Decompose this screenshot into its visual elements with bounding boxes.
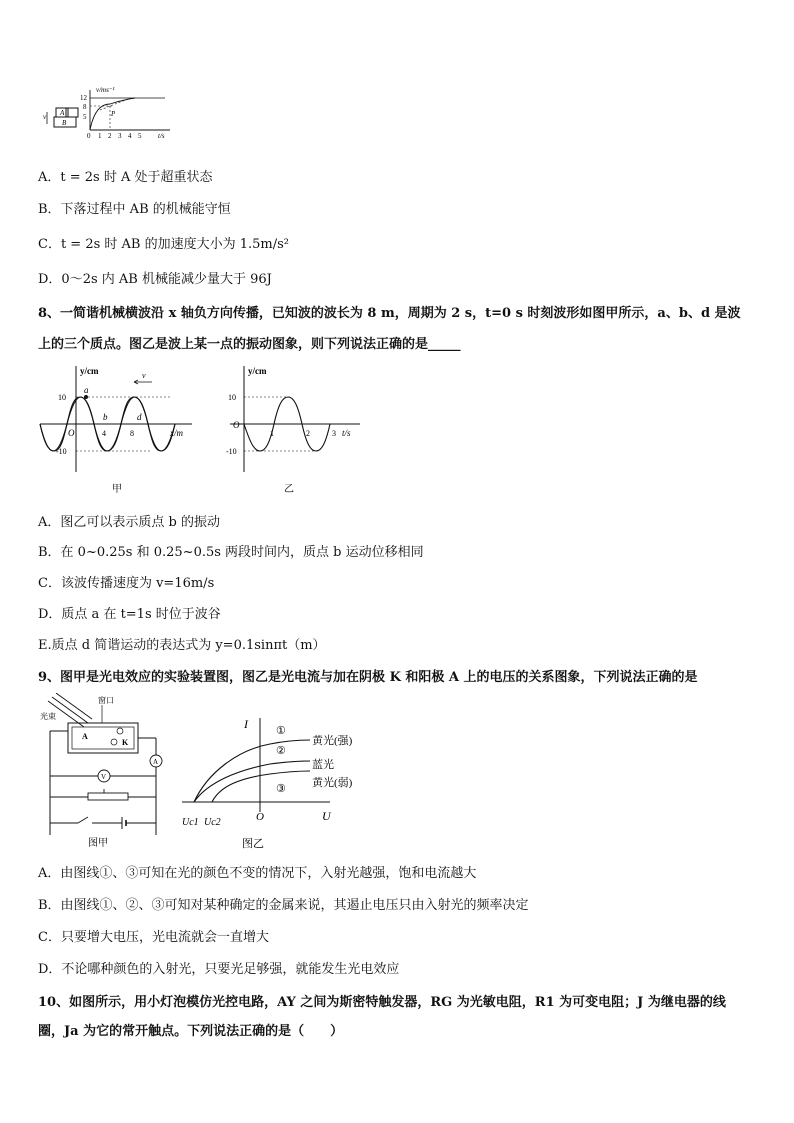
q9-apparatus-figure bbox=[38, 693, 173, 851]
svg-text:12: 12 bbox=[80, 94, 87, 102]
svg-text:2: 2 bbox=[108, 132, 112, 140]
q8-stem-line1: 8、一简谐机械横波沿 x 轴负方向传播，已知波的波长为 8 m，周期为 2 s，t=0 s 时刻波形如图甲所示，a、b、d 是波 bbox=[38, 306, 741, 321]
svg-text:窗口: 窗口 bbox=[98, 696, 114, 705]
svg-text:1: 1 bbox=[270, 429, 274, 438]
svg-text:蓝光: 蓝光 bbox=[312, 759, 334, 771]
svg-text:V: V bbox=[101, 773, 107, 781]
svg-text:y/cm: y/cm bbox=[80, 366, 99, 376]
svg-text:v: v bbox=[43, 113, 47, 121]
svg-text:图甲: 图甲 bbox=[88, 838, 108, 849]
svg-text:y/cm: y/cm bbox=[248, 366, 267, 376]
q9-option-a: A．由图线①、③可知在光的颜色不变的情况下，入射光越强，饱和电流越大 bbox=[38, 866, 477, 881]
q9-stem: 9、图甲是光电效应的实验装置图，图乙是光电流与加在阴极 K 和阳极 A 上的电压的关系图象，下列说法正确的是 bbox=[38, 670, 698, 685]
svg-text:10: 10 bbox=[228, 393, 236, 402]
svg-text:10: 10 bbox=[58, 393, 66, 402]
q8-wave-figure bbox=[30, 362, 200, 497]
svg-text:Uc1: Uc1 bbox=[182, 817, 199, 828]
svg-text:O: O bbox=[256, 811, 264, 823]
svg-text:v: v bbox=[142, 371, 146, 380]
svg-text:A: A bbox=[60, 109, 65, 117]
q8-vibration-figure bbox=[220, 362, 370, 497]
svg-text:b: b bbox=[103, 412, 108, 422]
svg-text:4: 4 bbox=[128, 132, 132, 140]
q10-stem-line1: 10、如图所示，用小灯泡模仿光控电路，AY 之间为斯密特触发器，RG 为光敏电阻，R1 为可变电阻；J 为继电器的线 bbox=[38, 995, 726, 1010]
svg-text:O: O bbox=[233, 420, 240, 430]
q7-option-c: C．t = 2s 时 AB 的加速度大小为 1.5m/s² bbox=[38, 237, 290, 252]
q9-option-d: D．不论哪种颜色的入射光，只要光足够强，就能发生光电效应 bbox=[38, 962, 400, 977]
q7-vt-figure bbox=[40, 82, 180, 144]
svg-text:-10: -10 bbox=[56, 447, 67, 456]
svg-text:甲: 甲 bbox=[112, 484, 122, 495]
svg-text:A: A bbox=[153, 758, 159, 766]
q7-option-a: A．t = 2s 时 A 处于超重状态 bbox=[38, 170, 213, 185]
q9-option-b: B．由图线①、②、③可知对某种确定的金属来说，其遏止电压只由入射光的频率决定 bbox=[38, 898, 529, 913]
svg-text:图乙: 图乙 bbox=[242, 838, 264, 850]
svg-text:②: ② bbox=[276, 745, 286, 757]
svg-text:U: U bbox=[322, 809, 331, 823]
q7-option-d: D．0～2s 内 AB 机械能减少量大于 96J bbox=[38, 272, 272, 287]
q8-option-e: E.质点 d 简谐运动的表达式为 y=0.1sinπt（m） bbox=[38, 638, 326, 653]
q8-option-d: D．质点 a 在 t=1s 时位于波谷 bbox=[38, 607, 221, 622]
svg-text:0: 0 bbox=[87, 132, 91, 140]
svg-text:黄光(弱): 黄光(弱) bbox=[312, 777, 353, 789]
svg-text:3: 3 bbox=[118, 132, 122, 140]
svg-text:乙: 乙 bbox=[284, 484, 294, 495]
q7-option-b: B．下落过程中 AB 的机械能守恒 bbox=[38, 202, 231, 217]
q10-stem-line2: 圈，Ja 为它的常开触点。下列说法正确的是（ ） bbox=[38, 1024, 344, 1039]
q8-option-a: A．图乙可以表示质点 b 的振动 bbox=[38, 515, 220, 530]
svg-text:B: B bbox=[62, 119, 67, 127]
svg-text:光束: 光束 bbox=[40, 712, 56, 721]
svg-text:黄光(强): 黄光(强) bbox=[312, 735, 353, 747]
svg-text:A: A bbox=[82, 732, 88, 741]
svg-text:O: O bbox=[68, 428, 75, 438]
svg-text:①: ① bbox=[276, 725, 286, 737]
svg-text:5: 5 bbox=[83, 113, 87, 121]
svg-text:③: ③ bbox=[276, 783, 286, 795]
svg-text:8: 8 bbox=[130, 429, 134, 438]
q9-option-c: C．只要增大电压，光电流就会一直增大 bbox=[38, 930, 269, 945]
svg-text:I: I bbox=[244, 717, 248, 731]
svg-text:-10: -10 bbox=[226, 447, 237, 456]
svg-text:d: d bbox=[137, 412, 142, 422]
svg-text:v/ms⁻¹: v/ms⁻¹ bbox=[96, 86, 115, 94]
svg-text:K: K bbox=[122, 738, 129, 747]
svg-text:4: 4 bbox=[102, 429, 106, 438]
svg-text:a: a bbox=[84, 385, 89, 395]
svg-text:t/s: t/s bbox=[158, 132, 165, 140]
svg-text:t/s: t/s bbox=[342, 428, 351, 438]
svg-text:8: 8 bbox=[83, 103, 87, 111]
q9-iu-figure bbox=[180, 712, 380, 854]
svg-text:x/m: x/m bbox=[170, 428, 183, 438]
svg-text:1: 1 bbox=[98, 132, 102, 140]
q8-option-c: C．该波传播速度为 v=16m/s bbox=[38, 576, 215, 591]
q8-option-b: B．在 0~0.25s 和 0.25~0.5s 两段时间内，质点 b 运动位移相同 bbox=[38, 545, 424, 560]
svg-text:5: 5 bbox=[138, 132, 142, 140]
svg-text:Uc2: Uc2 bbox=[204, 817, 221, 828]
svg-text:2: 2 bbox=[306, 429, 310, 438]
q8-stem-line2: 上的三个质点。图乙是波上某一点的振动图象，则下列说法正确的是_____ bbox=[38, 337, 461, 352]
svg-text:P: P bbox=[111, 110, 116, 118]
svg-text:3: 3 bbox=[332, 429, 336, 438]
